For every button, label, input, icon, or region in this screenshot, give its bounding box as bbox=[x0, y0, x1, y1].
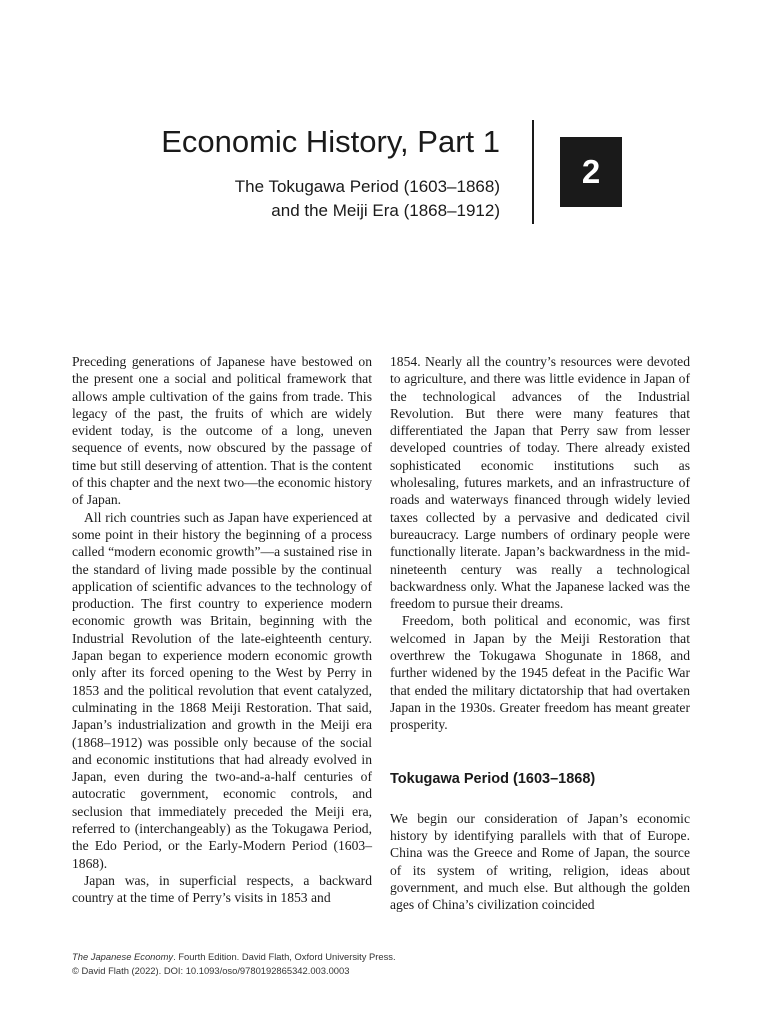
chapter-subtitle bbox=[235, 175, 500, 223]
section-heading: Tokugawa Period (1603–1868) bbox=[390, 770, 596, 787]
title-divider bbox=[532, 120, 534, 224]
subtitle-line-2: and the Meiji Era (1868–1912) bbox=[271, 201, 500, 220]
chapter-title: Economic History, Part 1 bbox=[161, 124, 500, 159]
chapter-number-badge: 2 bbox=[560, 137, 622, 207]
footer-copyright-doi: © David Flath (2022). DOI: 10.1093/oso/9780192865342.003.0003 bbox=[72, 965, 350, 976]
footer-edition: . Fourth Edition. David Flath, Oxford University Press. bbox=[173, 951, 396, 962]
subtitle-line-1: The Tokugawa Period (1603–1868) bbox=[234, 177, 500, 196]
paragraph: Japan was, in superficial respects, a backward country at the time of Perry’s visits in 1853 and bbox=[72, 872, 372, 906]
footer-citation-line bbox=[72, 950, 396, 964]
footer-book-title: The Japanese Economy bbox=[72, 951, 174, 962]
left-column bbox=[72, 353, 372, 907]
paragraph: Preceding generations of Japanese have bestowed on the present one a social and political framework that allows ample cultivation of the gains from trade. This legacy of the past, the fruits of which are widely evident today, is the outcome of a long, uneven sequence of events, now obscured by the passage of time but still deserving of attention. That is the content of this chapter and the next two—the economic history of Japan. bbox=[72, 354, 372, 508]
paragraph: 1854. Nearly all the country’s resources were devoted to agriculture, and there was little evidence in Japan of the technological advances of the Industrial Revolution. But there were many features that differentiated the Japan that Perry saw from lesser developed countries of today. There already existed sophisticated economic institutions such as wholesaling, futures markets, and an infrastructure of roads and waterways financed through widely levied taxes collected by a pervasive and dedicated civil bureaucracy. Large numbers of ordinary people were functionally literate. Japan’s backwardness in the mid-nineteenth century was really a technological backwardness only. What the Japanese lacked was the freedom to pursue their dreams. bbox=[390, 354, 690, 612]
page-footer bbox=[72, 950, 396, 978]
right-column bbox=[390, 353, 690, 914]
paragraph: We begin our consideration of Japan’s economic history by identifying parallels with that of Europe. China was the Greece and Rome of Japan, the source of its system of writing, religion, ideas about government, and much else. But although the golden ages of China’s civilization coincided bbox=[390, 810, 690, 913]
paragraph: Freedom, both political and economic, was first welcomed in Japan by the Meiji Restoration that overthrew the Tokugawa Shogunate in 1868, and further widened by the 1945 defeat in the Pacific War that ended the military dictatorship that had overtaken Japan in the 1930s. Greater freedom has meant greater prosperity. bbox=[390, 613, 690, 733]
paragraph: All rich countries such as Japan have experienced at some point in their history the beginning of a process called “modern economic growth”—a sustained rise in the standard of living made possible by the continual application of scientific advances to the technology of production. The first country to experience modern economic growth was Britain, beginning with the Industrial Revolution of the late-eighteenth century. Japan began to experience modern economic growth only after its forced opening to the West by Perry in 1853 and the political revolution that event catalyzed, culminating in the 1868 Meiji Restoration. That said, Japan’s industrialization and growth in the Meiji era (1868–1912) was possible only because of the social and economic institutions that had already evolved in Japan, even during the two-and-a-half centuries of autocratic government, economic controls, and seclusion that immediately preceded the Meiji era, referred to (interchangeably) as the Tokugawa Period, the Edo Period, or the Early-Modern Period (1603–1868). bbox=[72, 509, 372, 871]
